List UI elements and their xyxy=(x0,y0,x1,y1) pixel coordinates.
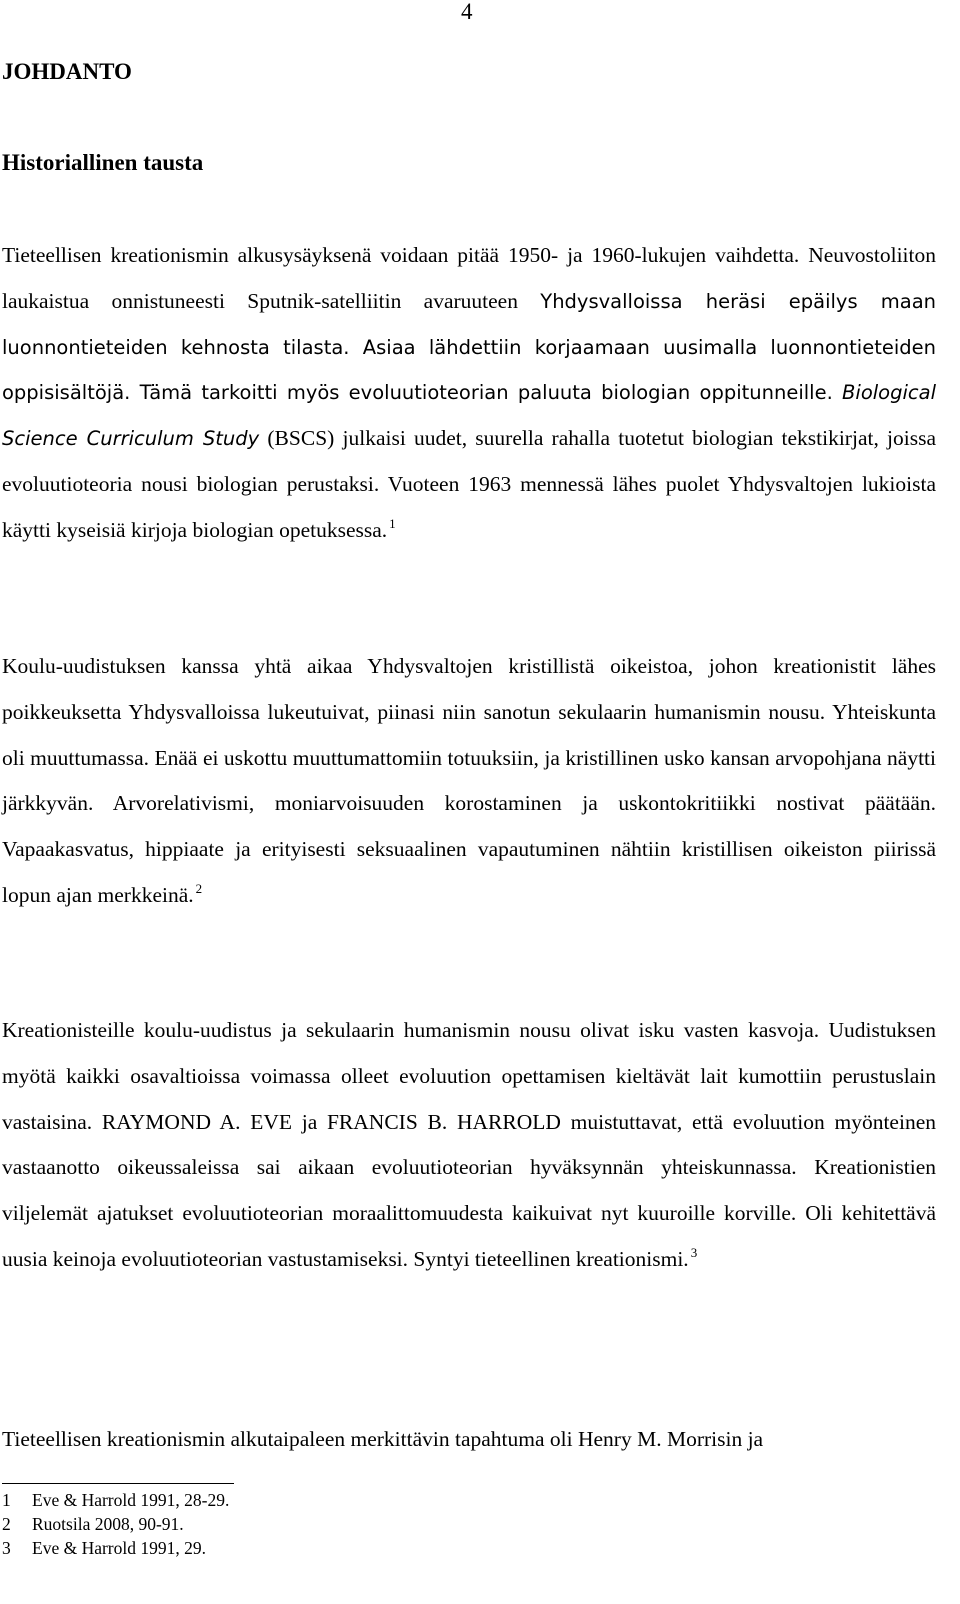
footnote-ref-2[interactable]: 2 xyxy=(195,880,203,896)
paragraph-1 xyxy=(2,233,936,554)
footnote-ref-1[interactable]: 1 xyxy=(389,515,396,531)
bscs-title: Biological Science Curriculum Study xyxy=(2,381,936,451)
paragraph-1-part-b: Yhdysvalloissa heräsi epäilys maan luonnontieteiden kehnosta tilasta. Asiaa lähdettiin korjaamaan uusimalla luonnontieteiden oppisisältöjä. Tämä tarkoitti myös evoluutioteorian paluuta biologian oppitunneille. xyxy=(2,289,936,405)
paragraph-2-text: Koulu-uudistuksen kanssa yhtä aikaa Yhdysvaltojen kristillistä oikeistoa, johon kreationistit lähes poikkeuksetta Yhdysvalloissa lukeutuivat, piinasi niin sanotun sekulaarin humanismin nousu. Yhteiskunta oli muuttumassa. Enää ei uskottu muuttumattomiin totuuksiin, ja kristillinen usko kansan arvopohjana näytti järkkyvän. Arvorelativismi, moniarvoisuuden korostaminen ja uskontokritiikki nostivat päätään. Vapaakasvatus, hippiaate ja erityisesti seksuaalinen vapautuminen nähtiin kristillisen oikeiston piirissä lopun ajan merkkeinä. xyxy=(2,654,936,907)
chapter-title: JOHDANTO xyxy=(2,59,132,84)
paragraph-1-part-d: (BSCS) julkaisi uudet, suurella rahalla tuotetut biologian tekstikirjat, joissa evoluutioteoria nousi biologian perustaksi. Vuoteen 1963 mennessä lähes puolet Yhdysvaltojen lukioista käytti kyseisiä kirjoja biologian opetuksessa. xyxy=(2,426,936,542)
footnote-text: Ruotsila 2008, 90-91. xyxy=(32,1514,184,1534)
paragraph-3 xyxy=(2,1008,936,1283)
paragraph-4-text: Tieteellisen kreationismin alkutaipaleen merkittävin tapahtuma oli Henry M. Morrisin ja xyxy=(2,1427,764,1451)
footnote-1 xyxy=(2,1488,229,1512)
paragraph-4 xyxy=(2,1417,936,1463)
paragraph-3-text: Kreationisteille koulu-uudistus ja sekulaarin humanismin nousu olivat isku vasten kasvoja. Uudistuksen myötä kaikki osavaltioissa voimassa olleet evoluution opettamisen kieltävät lait kumottiin perustuslain vastaisina. RAYMOND A. EVE ja FRANCIS B. HARROLD muistuttavat, että evoluution myönteinen vastaanotto oikeussaleissa sai aikaan evoluutioteorian hyväksynnän yhteiskunnassa. Kreationistien viljelemät ajatukset evoluutioteorian moraalittomuudesta kaikuivat nyt kuuroille korville. Oli kehitettävä uusia keinoja evoluutioteorian vastustamiseksi. Syntyi tieteellinen kreationismi. xyxy=(2,1018,936,1271)
footnote-text: Eve & Harrold 1991, 28-29. xyxy=(32,1490,230,1510)
footnote-3 xyxy=(2,1536,229,1560)
footnote-separator xyxy=(2,1483,234,1484)
paragraph-1-part-a: Tieteellisen kreationismin alkusysäyksenä voidaan pitää 1950- ja 1960-lukujen vaihdetta. Neuvostoliiton laukaistua onnistuneesti Sputnik-satelliitin avaruuteen xyxy=(2,243,936,313)
paragraph-2 xyxy=(2,644,936,919)
footnote-2 xyxy=(2,1512,229,1536)
footnote-text: Eve & Harrold 1991, 29. xyxy=(32,1538,206,1558)
footnote-number: 1 xyxy=(2,1490,11,1510)
footnote-ref-3[interactable]: 3 xyxy=(690,1244,698,1260)
footnotes xyxy=(2,1488,229,1560)
page-number: 4 xyxy=(461,0,473,24)
section-title: Historiallinen tausta xyxy=(2,150,204,175)
footnote-number: 2 xyxy=(2,1514,11,1534)
footnote-number: 3 xyxy=(2,1538,11,1558)
